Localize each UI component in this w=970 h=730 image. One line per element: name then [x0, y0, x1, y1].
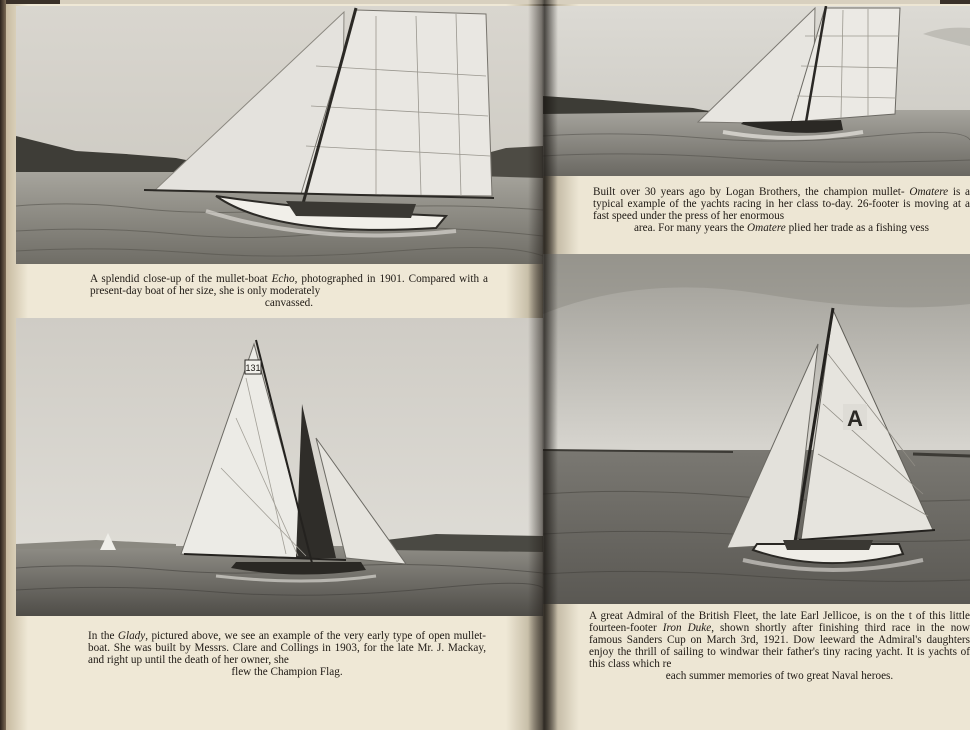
glady-sail-number: 131 — [245, 363, 261, 373]
caption-echo-last: canvassed. — [264, 297, 314, 309]
caption-glady-text-b: , pictured above, we see an example of the very early type of open mullet-boat. She was built by Messrs. Clare and Collings in 1903, for the late Mr. J. Mackay, and right up until the death of her owner, she — [88, 630, 486, 666]
caption-omatere-boat-1: Omatere — [909, 186, 949, 198]
book-gutter — [528, 0, 558, 730]
caption-glady-last: flew the Champion Flag. — [231, 666, 343, 678]
caption-omatere-text-b: is a typical example of the yachts racing in her class to-day. 26-footer is moving at a fast speed under the press of her enormous — [593, 186, 970, 222]
left-page — [6, 4, 543, 730]
caption-glady-text-a: In the — [88, 630, 118, 642]
caption-echo-text-b: , photographed in 1901. Compared with a present-day boat of her size, she is only moderately — [90, 273, 488, 297]
caption-iron-duke-last: each summer memories of two great Naval heroes. — [665, 670, 894, 682]
caption-echo-boat: Echo — [271, 273, 295, 285]
photo-echo — [16, 6, 543, 264]
echo-photo-svg — [16, 6, 543, 264]
omatere-photo-svg — [543, 6, 970, 176]
photo-glady — [16, 318, 543, 616]
iron-duke-sail-letter: A — [847, 406, 863, 431]
photo-omatere — [543, 6, 970, 176]
caption-iron-duke-text-a: A great Admiral of the British Fleet, the late Earl Jellicoe, is on the t of this little fourteen-footer — [589, 610, 970, 634]
caption-iron-duke — [589, 610, 970, 682]
caption-omatere-text-d: plied her trade as a fishing vess — [785, 222, 930, 234]
caption-iron-duke-boat: Iron Duke — [662, 622, 712, 634]
photo-iron-duke — [543, 254, 970, 604]
iron-duke-photo-svg — [543, 254, 970, 604]
caption-echo — [90, 273, 488, 309]
caption-omatere-boat-2: Omatere — [747, 222, 786, 234]
right-page — [543, 4, 970, 730]
caption-glady-boat: Glady — [117, 630, 146, 642]
caption-omatere-text-a: Built over 30 years ago by Logan Brothers, the champion mullet- — [593, 186, 905, 198]
caption-omatere-text-c: area. For many years the — [633, 222, 748, 234]
caption-glady — [88, 630, 486, 678]
caption-omatere — [593, 186, 970, 234]
glady-photo-svg — [16, 318, 543, 616]
caption-iron-duke-text-b: , shown shortly after finishing third race in the now famous Sanders Cup on March 3rd, 1921. Dow leeward the Admiral's daughters enjoy the thrill of sailing to windwar their father's tiny racing yacht. It is yachts of this class which re — [589, 622, 970, 670]
caption-echo-text-a: A splendid close-up of the mullet-boat — [90, 273, 272, 285]
